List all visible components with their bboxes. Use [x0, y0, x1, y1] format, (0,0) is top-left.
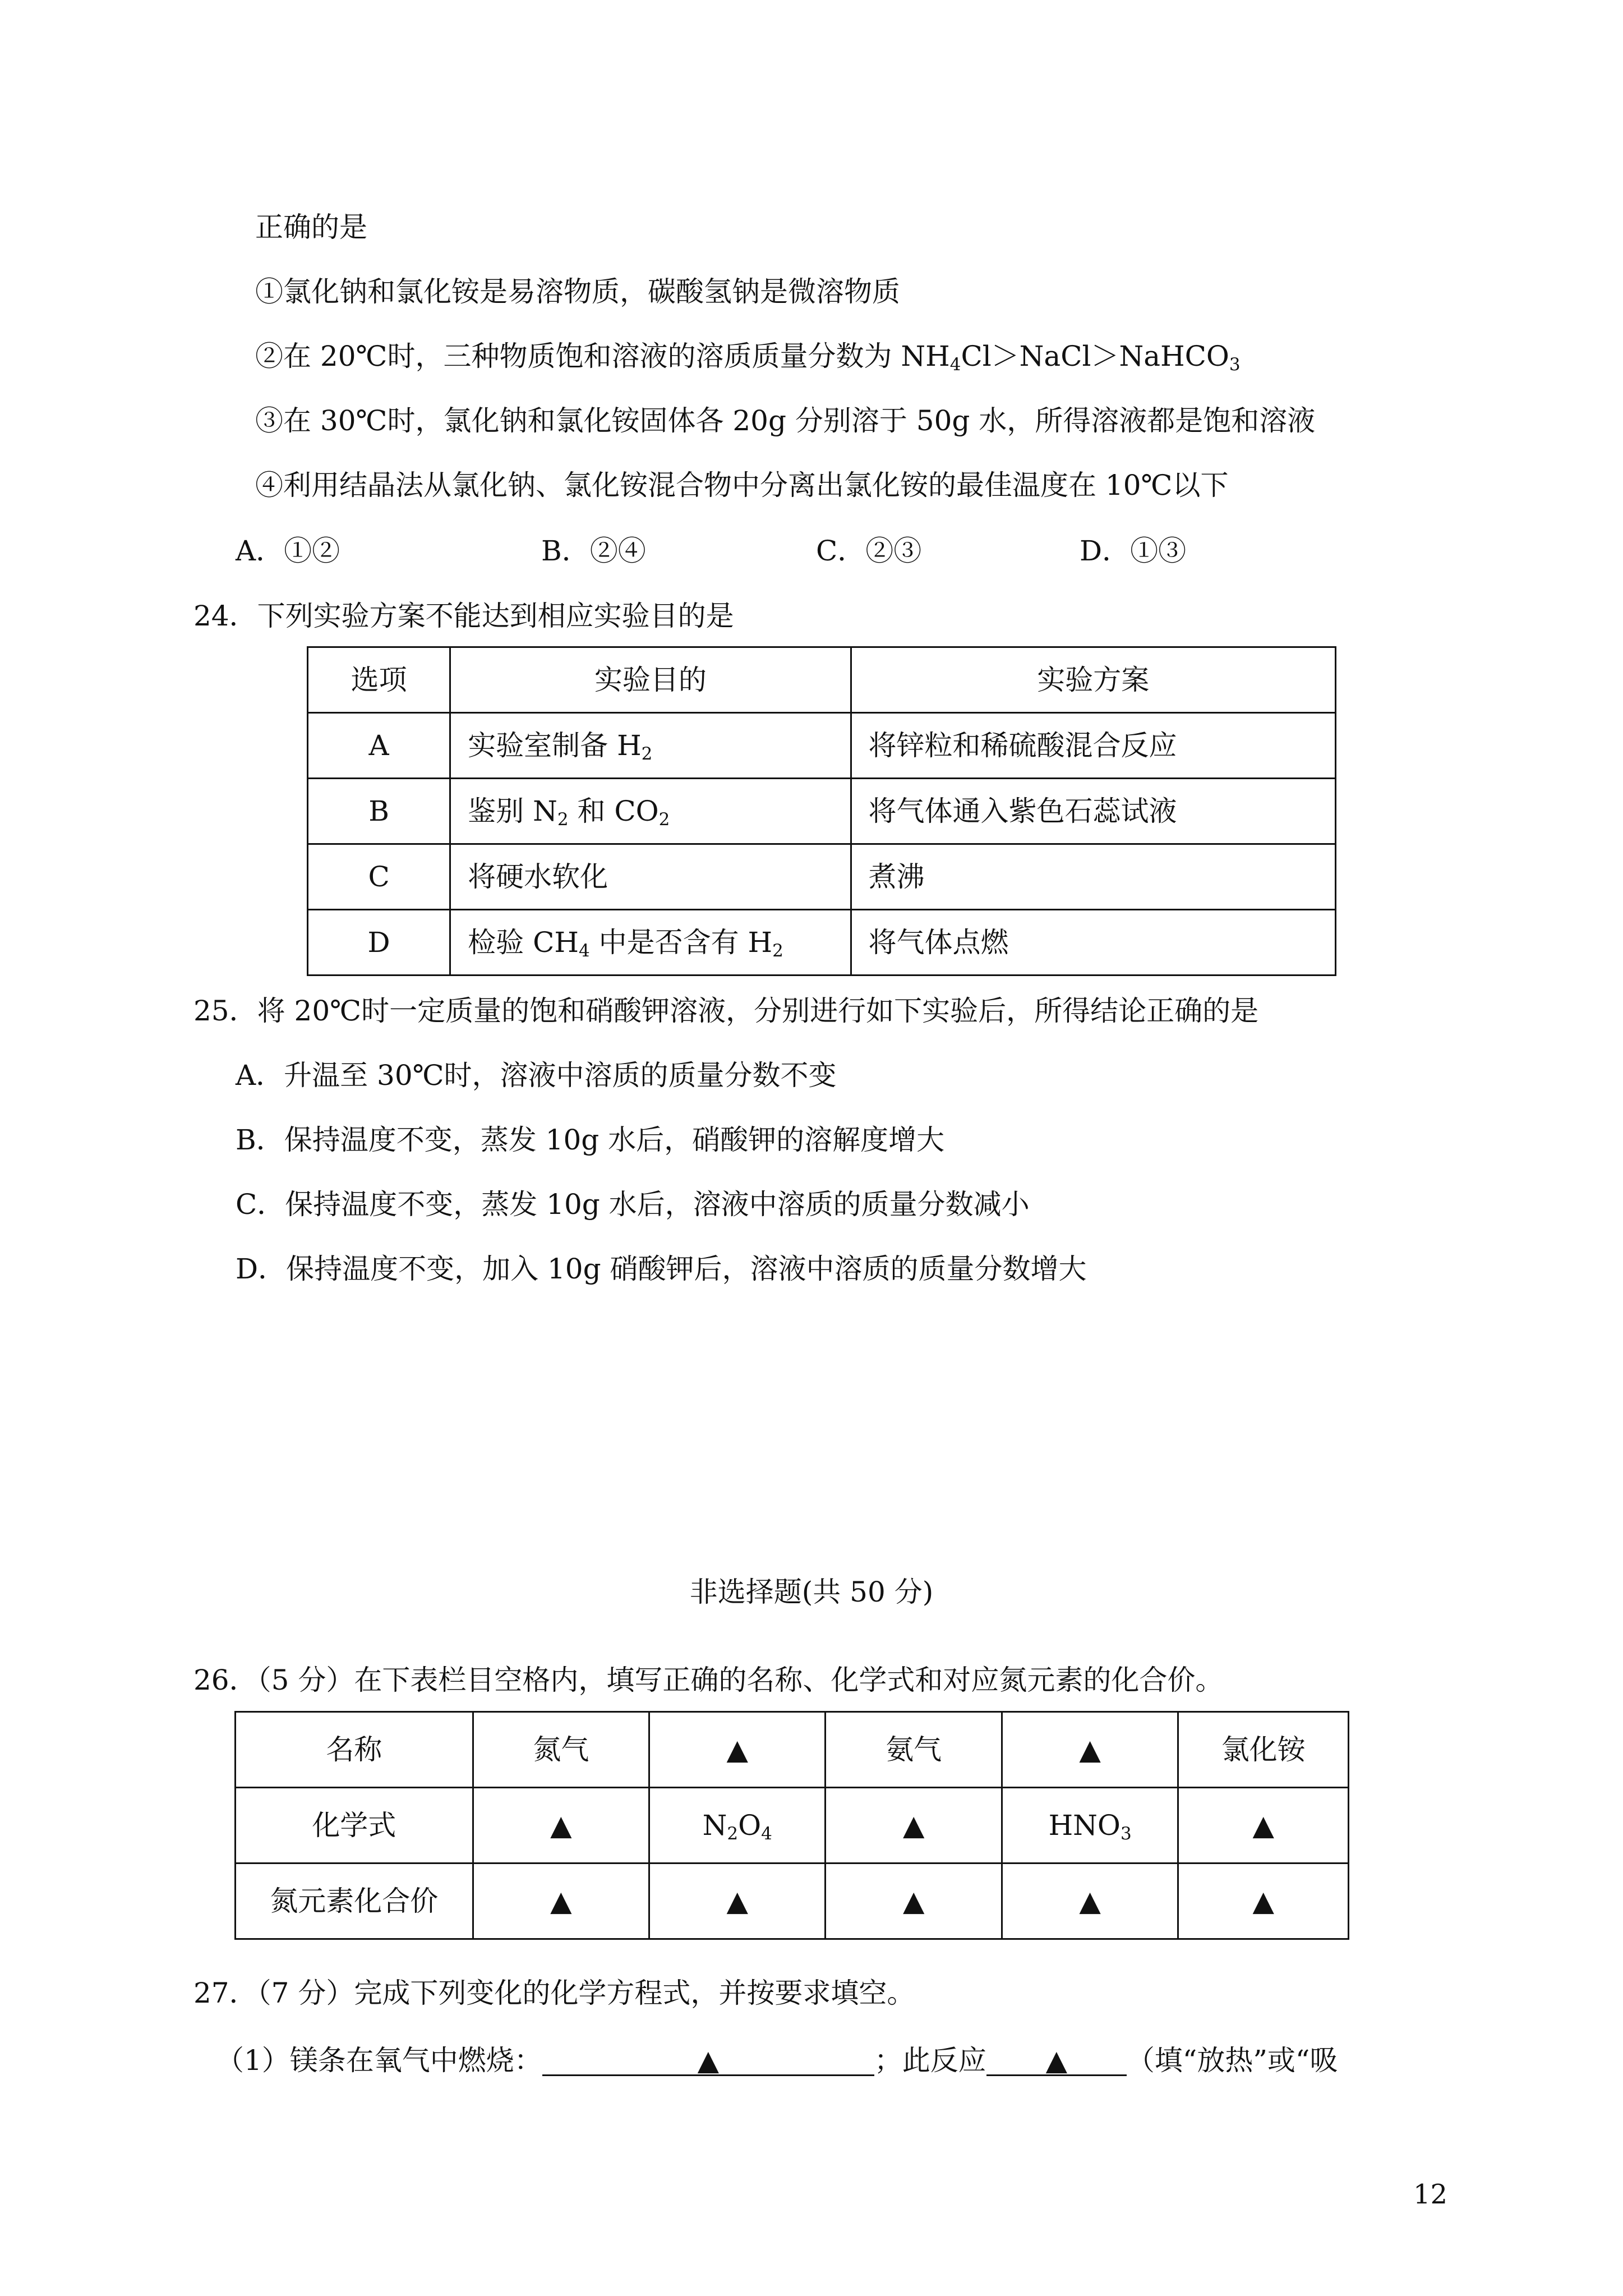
cell-purpose: 将硬水软化: [450, 844, 851, 910]
table-cell: ▲: [1002, 1864, 1178, 1939]
page-number: 12: [1413, 2179, 1448, 2210]
table-row: [308, 713, 1336, 779]
cell-plan: 将气体点燃: [851, 910, 1335, 976]
table-cell: 氨气: [826, 1712, 1002, 1788]
table-cell: ▲: [826, 1788, 1002, 1864]
cell-option: D: [308, 910, 450, 976]
q26-table: [234, 1711, 1349, 1940]
cell-purpose: 实验室制备 $H_2$: [450, 713, 851, 779]
q24-stem: 24．下列实验方案不能达到相应实验目的是: [193, 600, 734, 632]
q25-option-d: D．保持温度不变，加入 10g 硝酸钾后，溶液中溶质的质量分数增大: [236, 1253, 1087, 1285]
header-option: 选项: [308, 647, 450, 713]
q26-stem: 26．（5 分）在下表栏目空格内，填写正确的名称、化学式和对应氮元素的化合价。: [193, 1664, 1224, 1696]
row-label-name: 名称: [236, 1712, 473, 1788]
table-row: [308, 844, 1336, 910]
q23-statement-4: ④利用结晶法从氯化钠、氯化铵混合物中分离出氯化铵的最佳温度在 10℃以下: [255, 469, 1229, 501]
q25-option-c: C．保持温度不变，蒸发 10g 水后，溶液中溶质的质量分数减小: [236, 1188, 1030, 1221]
table-cell: ▲: [1178, 1864, 1349, 1939]
cell-plan: 煮沸: [851, 844, 1335, 910]
q25-option-b: B．保持温度不变，蒸发 10g 水后，硝酸钾的溶解度增大: [236, 1124, 945, 1156]
table-row: [236, 1864, 1349, 1939]
cell-option: B: [308, 779, 450, 844]
q23-option-b: B．②④: [541, 535, 646, 567]
row-label-valence: 氮元素化合价: [236, 1864, 473, 1939]
table-cell: ▲: [826, 1864, 1002, 1939]
table-row: [236, 1712, 1349, 1788]
table-cell: ▲: [473, 1788, 649, 1864]
q27-stem: 27．（7 分）完成下列变化的化学方程式，并按要求填空。: [193, 1977, 915, 2009]
q23-option-c: C．②③: [816, 535, 922, 567]
row-label-formula: 化学式: [236, 1788, 473, 1864]
answer-blank-equation[interactable]: ▲: [542, 2046, 874, 2076]
q27-part1-suffix: （填“放热”或“吸: [1126, 2044, 1338, 2077]
table-cell: ▲: [1002, 1712, 1178, 1788]
q27-part1-prefix: （1）镁条在氧气中燃烧：: [216, 2044, 542, 2077]
table-row: [308, 779, 1336, 844]
section-title: 非选择题(共 50 分): [689, 1576, 934, 1608]
table-cell: ▲: [649, 1864, 826, 1939]
cell-option: C: [308, 844, 450, 910]
q27-part1: [216, 2046, 1338, 2076]
q23-statement-1: ①氯化钠和氯化铵是易溶物质，碳酸氢钠是微溶物质: [255, 275, 900, 308]
table-row: [236, 1788, 1349, 1864]
q23-option-a: A．①②: [236, 535, 340, 567]
q23-statement-2: ②在 20℃时，三种物质饱和溶液的溶质质量分数为 $NH_4Cl>NaCl>NaHCO_3$: [255, 340, 1241, 375]
cell-option: A: [308, 713, 450, 779]
cell-purpose: 检验 $CH_4$ 中是否含有 $H_2$: [450, 910, 851, 976]
table-cell: $HNO_3$: [1002, 1788, 1178, 1864]
q23-continuation: 正确的是: [255, 211, 367, 243]
table-cell: 氯化铵: [1178, 1712, 1349, 1788]
q23-option-d: D．①③: [1080, 535, 1187, 567]
cell-purpose: 鉴别 $N_2$ 和 $CO_2$: [450, 779, 851, 844]
table-cell: ▲: [1178, 1788, 1349, 1864]
cell-plan: 将气体通入紫色石蕊试液: [851, 779, 1335, 844]
header-plan: 实验方案: [851, 647, 1335, 713]
q24-table: [307, 646, 1336, 976]
q27-part1-mid: ；此反应: [874, 2044, 986, 2077]
cell-plan: 将锌粒和稀硫酸混合反应: [851, 713, 1335, 779]
table-cell: 氮气: [473, 1712, 649, 1788]
q25-option-a: A．升温至 30℃时，溶液中溶质的质量分数不变: [236, 1059, 837, 1092]
table-cell: ▲: [473, 1864, 649, 1939]
header-purpose: 实验目的: [450, 647, 851, 713]
table-row: [308, 910, 1336, 976]
q25-stem: 25．将 20℃时一定质量的饱和硝酸钾溶液，分别进行如下实验后，所得结论正确的是: [193, 995, 1259, 1027]
table-cell: $N_2O_4$: [649, 1788, 826, 1864]
table-cell: ▲: [649, 1712, 826, 1788]
table-header-row: [308, 647, 1336, 713]
answer-blank-heat[interactable]: ▲: [986, 2046, 1127, 2076]
q23-statement-3: ③在 30℃时，氯化钠和氯化铵固体各 20g 分别溶于 50g 水，所得溶液都是饱和溶液: [255, 404, 1316, 437]
